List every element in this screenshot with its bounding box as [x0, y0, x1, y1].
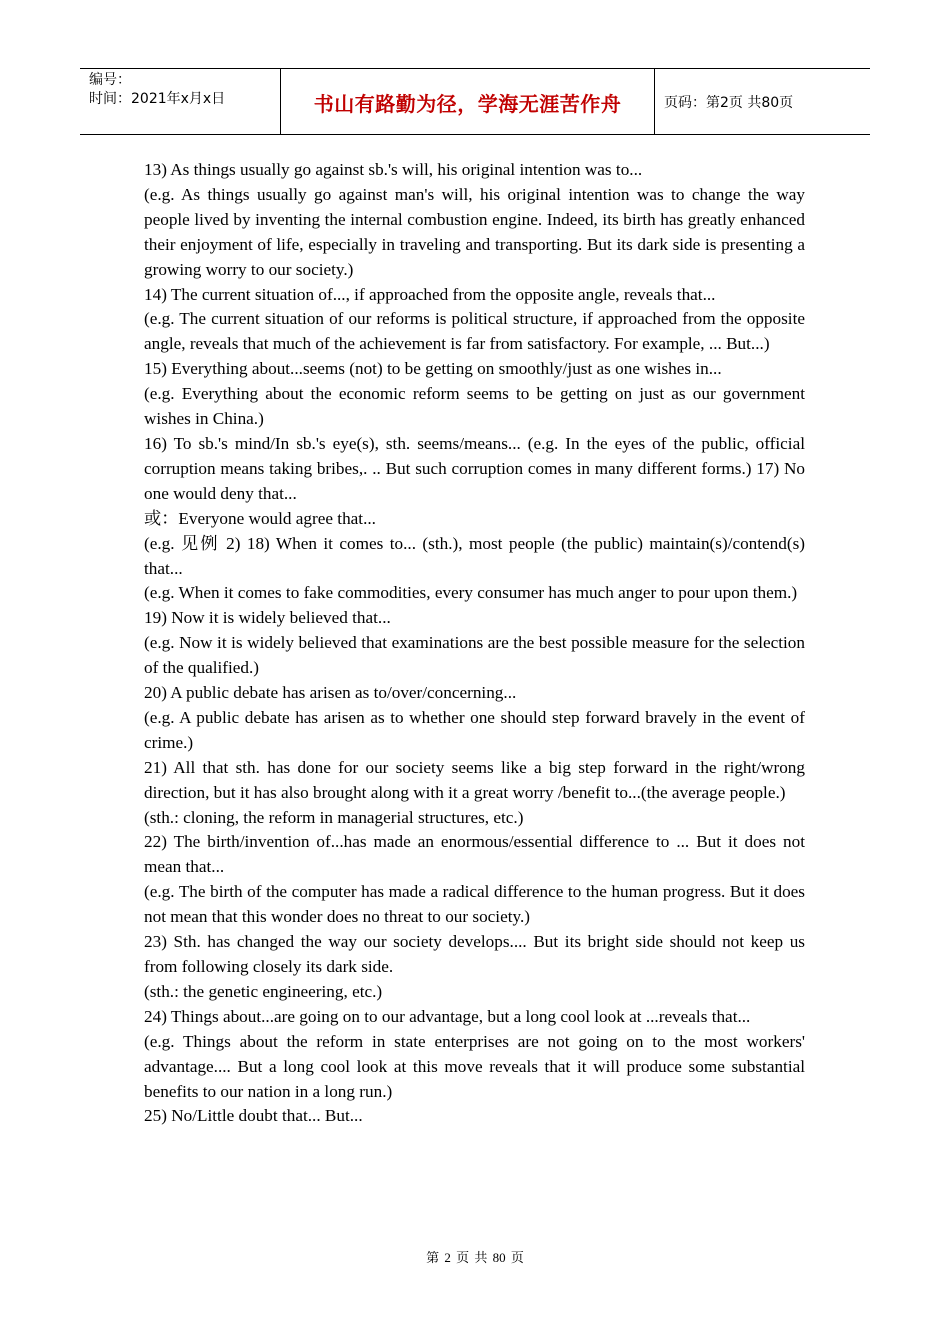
paragraph: (e.g. Everything about the economic reform seems to be getting on just as our government wishes in China.)	[144, 384, 805, 429]
paragraph: 13) As things usually go against sb.'s will, his original intention was to...	[144, 160, 643, 179]
paragraph: 25) No/Little doubt that... But...	[144, 1106, 363, 1126]
paragraph: 15) Everything about...seems (not) to be getting on smoothly/just as one wishes in...	[144, 359, 722, 379]
paragraph: 14) The current situation of..., if approached from the opposite angle, reveals that...	[144, 284, 716, 304]
serial-number-label: 编号：	[89, 72, 131, 88]
paragraph: (e.g. A public debate has arisen as to whether one should step forward bravely in the event of crime.)	[144, 707, 805, 752]
paragraph: 19) Now it is widely believed that...	[144, 608, 391, 628]
paragraph: (sth.: the genetic engineering, etc.)	[144, 981, 383, 1001]
header-page-info: 页码：第2页 共80页	[664, 94, 794, 111]
paragraph: 22) The birth/invention of...has made an enormous/essential difference to ... But it does not mean that...	[144, 832, 805, 877]
paragraph: (e.g. As things usually go against man's will, his original intention was to change the way people lived by inventing the internal combustion engine. Indeed, its birth has greatly enhanced their enjoyment of life, especially in traveling and transporting. But its dark side is presenting a growing worry to our society.)	[144, 184, 805, 279]
paragraph: (e.g. The birth of the computer has made a radical difference to the human progress. But it does not mean that this wonder does no threat to our society.)	[144, 882, 805, 927]
paragraph: (e.g. 见例 2) 18) When it comes to... (sth.), most people (the public) maintain(s)/contend(s) that...	[144, 533, 805, 578]
header-meta	[80, 69, 281, 134]
header-motto-cell	[281, 69, 655, 134]
paragraph: 21) All that sth. has done for our society seems like a big step forward in the right/wrong direction, but it has also brought along with it a great worry /benefit to...(the average people.)	[144, 757, 805, 802]
document-body	[144, 158, 805, 1129]
paragraph: 24) Things about...are going on to our advantage, but a long cool look at ...reveals that...	[144, 1006, 751, 1026]
page-header	[80, 68, 870, 135]
paragraph: (e.g. The current situation of our reforms is political structure, if approached from the opposite angle, reveals that much of the achievement is far from satisfactory. For example, ... But...)	[144, 309, 805, 354]
paragraph: (e.g. Now it is widely believed that examinations are the best possible measure for the selection of the qualified.)	[144, 633, 805, 678]
header-motto: 书山有路勤为径，学海无涯苦作舟	[313, 92, 622, 116]
paragraph: 20) A public debate has arisen as to/over/concerning...	[144, 683, 517, 703]
header-page-info-cell	[655, 69, 870, 134]
paragraph: (sth.: cloning, the reform in managerial structures, etc.)	[144, 807, 524, 827]
paragraph: 23) Sth. has changed the way our society develops.... But its bright side should not keep us from following closely its dark side.	[144, 932, 805, 976]
date-label: 时间：2021年x月x日	[89, 91, 226, 107]
paragraph: 或：Everyone would agree that...	[144, 508, 376, 528]
paragraph: (e.g. Things about the reform in state enterprises are not going on to the most workers' advantage.... But a long cool look at this move reveals that it will produce some substantial benefits to our nation in a long run.)	[144, 1031, 805, 1101]
paragraph: 16) To sb.'s mind/In sb.'s eye(s), sth. seems/means... (e.g. In the eyes of the public, official corruption means taking bribes,. .. But such corruption comes in many different forms.) 17) No one would deny that...	[144, 433, 805, 503]
paragraph: (e.g. When it comes to fake commodities, every consumer has much anger to pour upon them.)	[144, 583, 798, 603]
footer-page-number: 第 2 页 共 80 页	[426, 1250, 524, 1265]
page-footer	[0, 1247, 950, 1266]
